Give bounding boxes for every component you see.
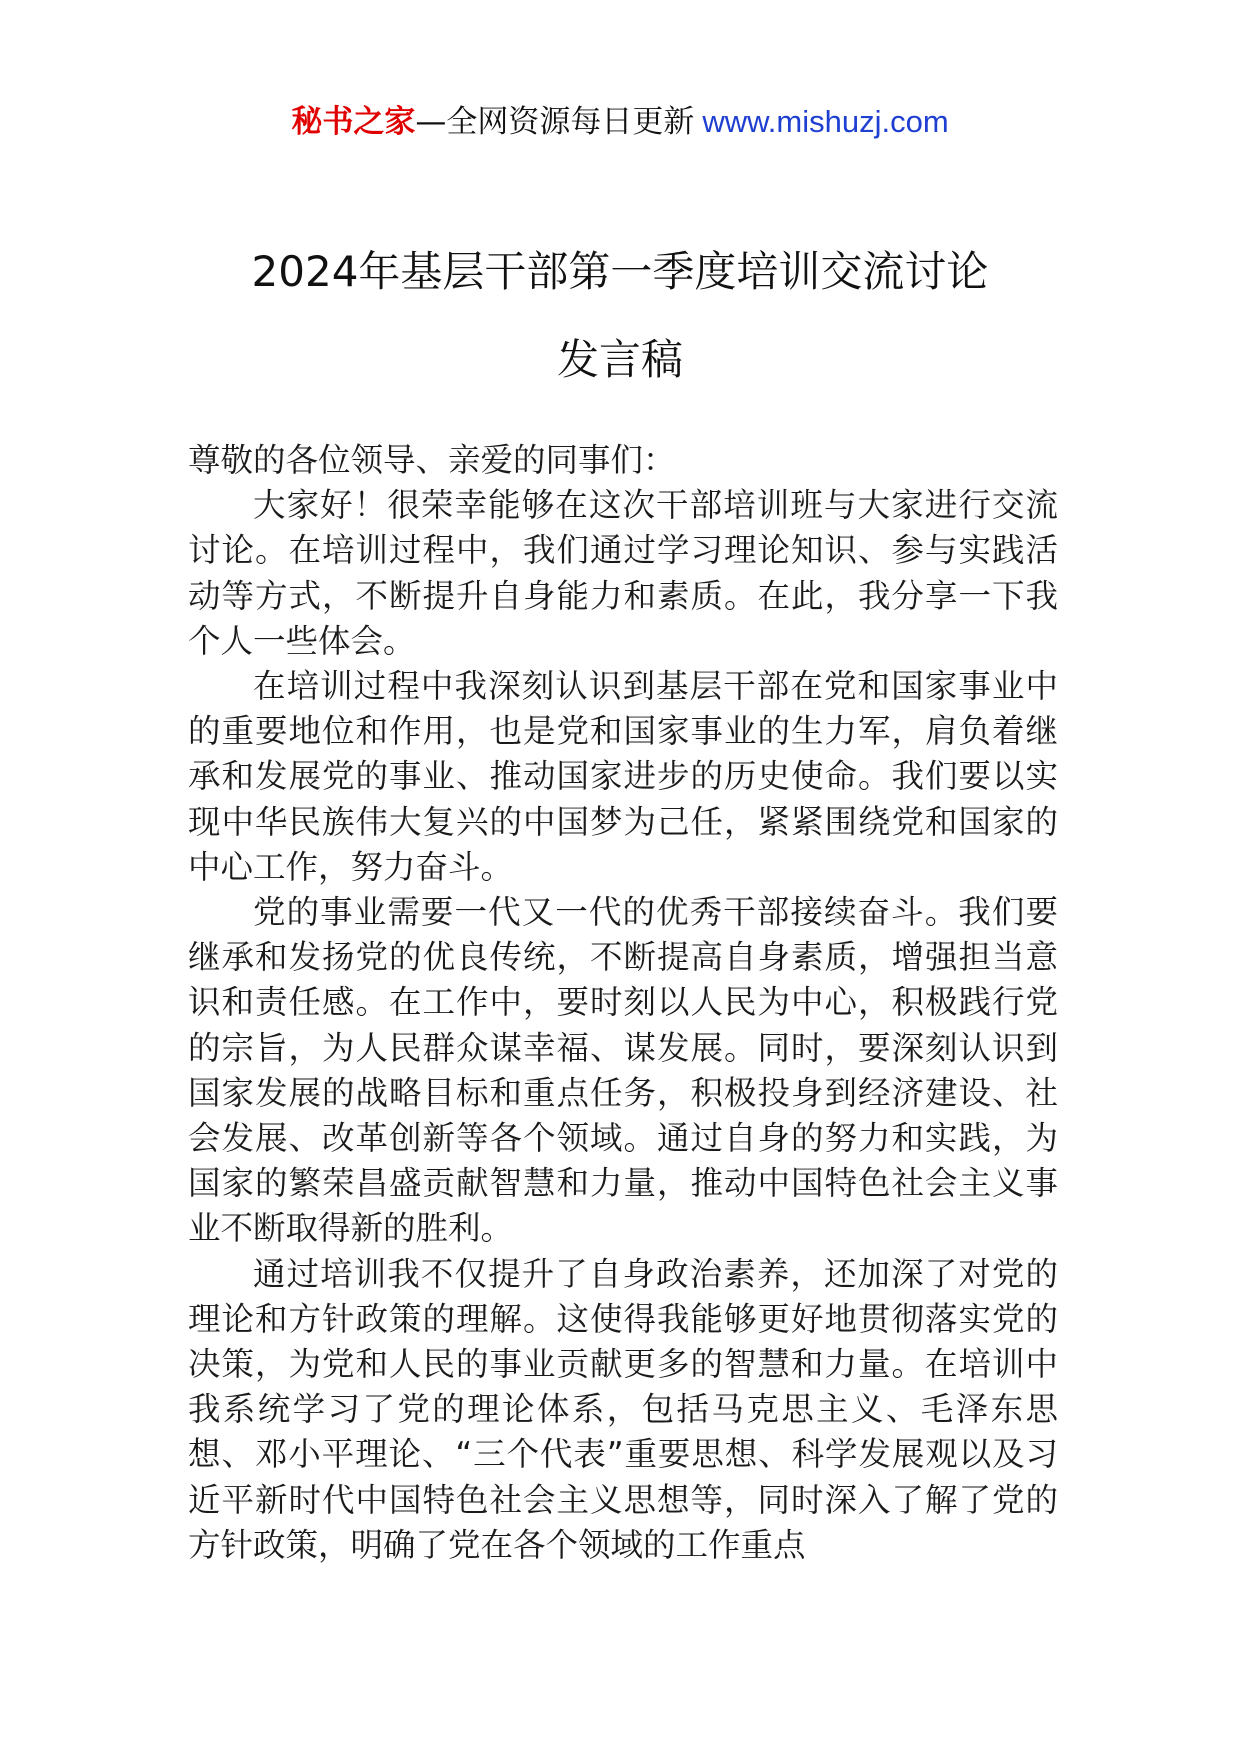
salutation: 尊敬的各位领导、亲爱的同事们： <box>188 441 676 479</box>
site-url-link[interactable]: www.mishuzj.com <box>702 104 949 139</box>
title-line-2: 发言稿 <box>556 335 683 384</box>
site-brand: 秘书之家 <box>291 104 416 140</box>
paragraph: 在培训过程中我深刻认识到基层干部在党和国家事业中的重要地位和作用，也是党和国家事业的生力军，肩负着继承和发展党的事业、推动国家进步的历史使命。我们要以实现中华民族伟大复兴的中国梦为己任，紧紧围绕党和国家的中心工作，努力奋斗。 <box>188 667 1058 886</box>
paragraph: 党的事业需要一代又一代的优秀干部接续奋斗。我们要继承和发扬党的优良传统，不断提高自身素质，增强担当意识和责任感。在工作中，要时刻以人民为中心，积极践行党的宗旨，为人民群众谋幸福、谋发展。同时，要深刻认识到国家发展的战略目标和重点任务，积极投身到经济建设、社会发展、改革创新等各个领域。通过自身的努力和实践，为国家的繁荣昌盛贡献智慧和力量，推动中国特色社会主义事业不断取得新的胜利。 <box>188 893 1058 1248</box>
paragraph: 通过培训我不仅提升了自身政治素养，还加深了对党的理论和方针政策的理解。这使得我能够更好地贯彻落实党的决策，为党和人民的事业贡献更多的智慧和力量。在培训中我系统学习了党的理论体系，包括马克思主义、毛泽东思想、邓小平理论、“三个代表”重要思想、科学发展观以及习近平新时代中国特色社会主义思想等，同时深入了解了党的方针政策，明确了党在各个领域的工作重点 <box>188 1254 1058 1564</box>
document-title <box>150 228 1090 404</box>
site-header <box>0 100 1240 144</box>
document-body <box>188 438 1058 1568</box>
title-line-1: 2024年基层干部第一季度培训交流讨论 <box>251 247 989 296</box>
site-tagline: —全网资源每日更新 <box>415 104 695 140</box>
paragraph: 大家好！很荣幸能够在这次干部培训班与大家进行交流讨论。在培训过程中，我们通过学习理论知识、参与实践活动等方式，不断提升自身能力和素质。在此，我分享一下我个人一些体会。 <box>188 486 1058 660</box>
